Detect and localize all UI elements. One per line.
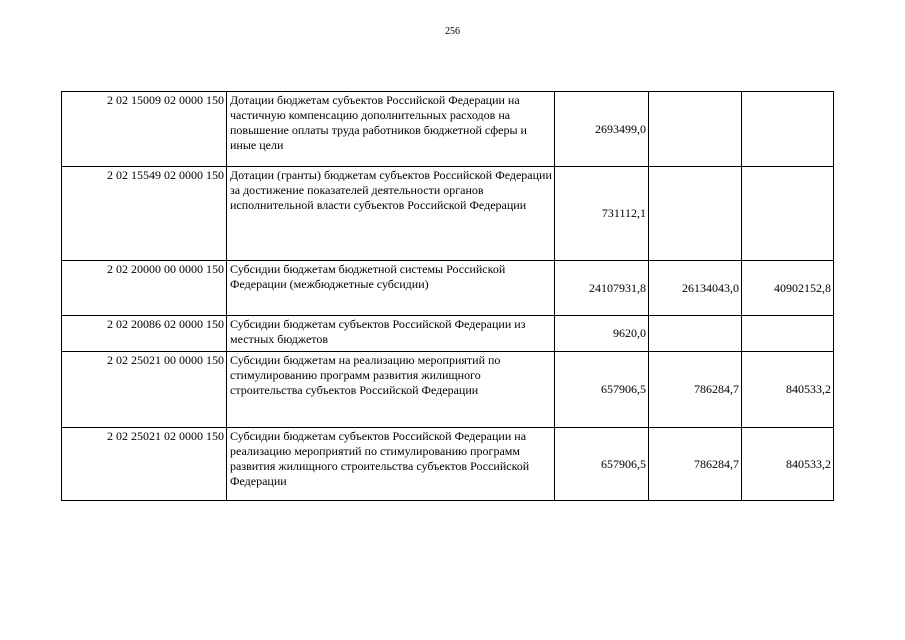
amount-year-3 (742, 316, 834, 352)
amount-year-2 (649, 167, 742, 261)
amount-year-1: 657906,5 (555, 428, 649, 501)
revenue-name: Дотации бюджетам субъектов Российской Федерации на частичную компенсацию дополнительных расходов на повышение оплаты труда работников бюджетной сферы и иные цели (227, 92, 555, 167)
table-row (62, 352, 834, 428)
revenue-name: Субсидии бюджетам на реализацию мероприятий по стимулированию программ развития жилищного строительства субъектов Российской Федерации (227, 352, 555, 428)
amount-year-2 (649, 316, 742, 352)
revenue-code: 2 02 20000 00 0000 150 (62, 261, 227, 316)
amount-year-3 (742, 167, 834, 261)
revenue-code: 2 02 25021 02 0000 150 (62, 428, 227, 501)
amount-year-1: 657906,5 (555, 352, 649, 428)
amount-year-3: 840533,2 (742, 428, 834, 501)
revenue-code: 2 02 20086 02 0000 150 (62, 316, 227, 352)
amount-year-1: 731112,1 (555, 167, 649, 261)
table-row (62, 316, 834, 352)
amount-year-2: 786284,7 (649, 352, 742, 428)
revenue-name: Субсидии бюджетам субъектов Российской Федерации из местных бюджетов (227, 316, 555, 352)
table-row (62, 428, 834, 501)
amount-year-2: 26134043,0 (649, 261, 742, 316)
revenue-code: 2 02 15009 02 0000 150 (62, 92, 227, 167)
amount-year-2 (649, 92, 742, 167)
amount-year-3 (742, 92, 834, 167)
table-row (62, 167, 834, 261)
table-row (62, 92, 834, 167)
revenue-code: 2 02 25021 00 0000 150 (62, 352, 227, 428)
amount-year-1: 24107931,8 (555, 261, 649, 316)
revenue-code: 2 02 15549 02 0000 150 (62, 167, 227, 261)
revenue-name: Субсидии бюджетам бюджетной системы Российской Федерации (межбюджетные субсидии) (227, 261, 555, 316)
table-row (62, 261, 834, 316)
amount-year-3: 840533,2 (742, 352, 834, 428)
amount-year-2: 786284,7 (649, 428, 742, 501)
amount-year-1: 2693499,0 (555, 92, 649, 167)
revenue-name: Дотации (гранты) бюджетам субъектов Российской Федерации за достижение показателей деятельности органов исполнительной власти субъектов Российской Федерации (227, 167, 555, 261)
amount-year-3: 40902152,8 (742, 261, 834, 316)
page-number: 256 (445, 26, 460, 37)
budget-revenue-table (61, 91, 834, 501)
amount-year-1: 9620,0 (555, 316, 649, 352)
revenue-name: Субсидии бюджетам субъектов Российской Федерации на реализацию мероприятий по стимулированию программ развития жилищного строительства субъектов Российской Федерации (227, 428, 555, 501)
